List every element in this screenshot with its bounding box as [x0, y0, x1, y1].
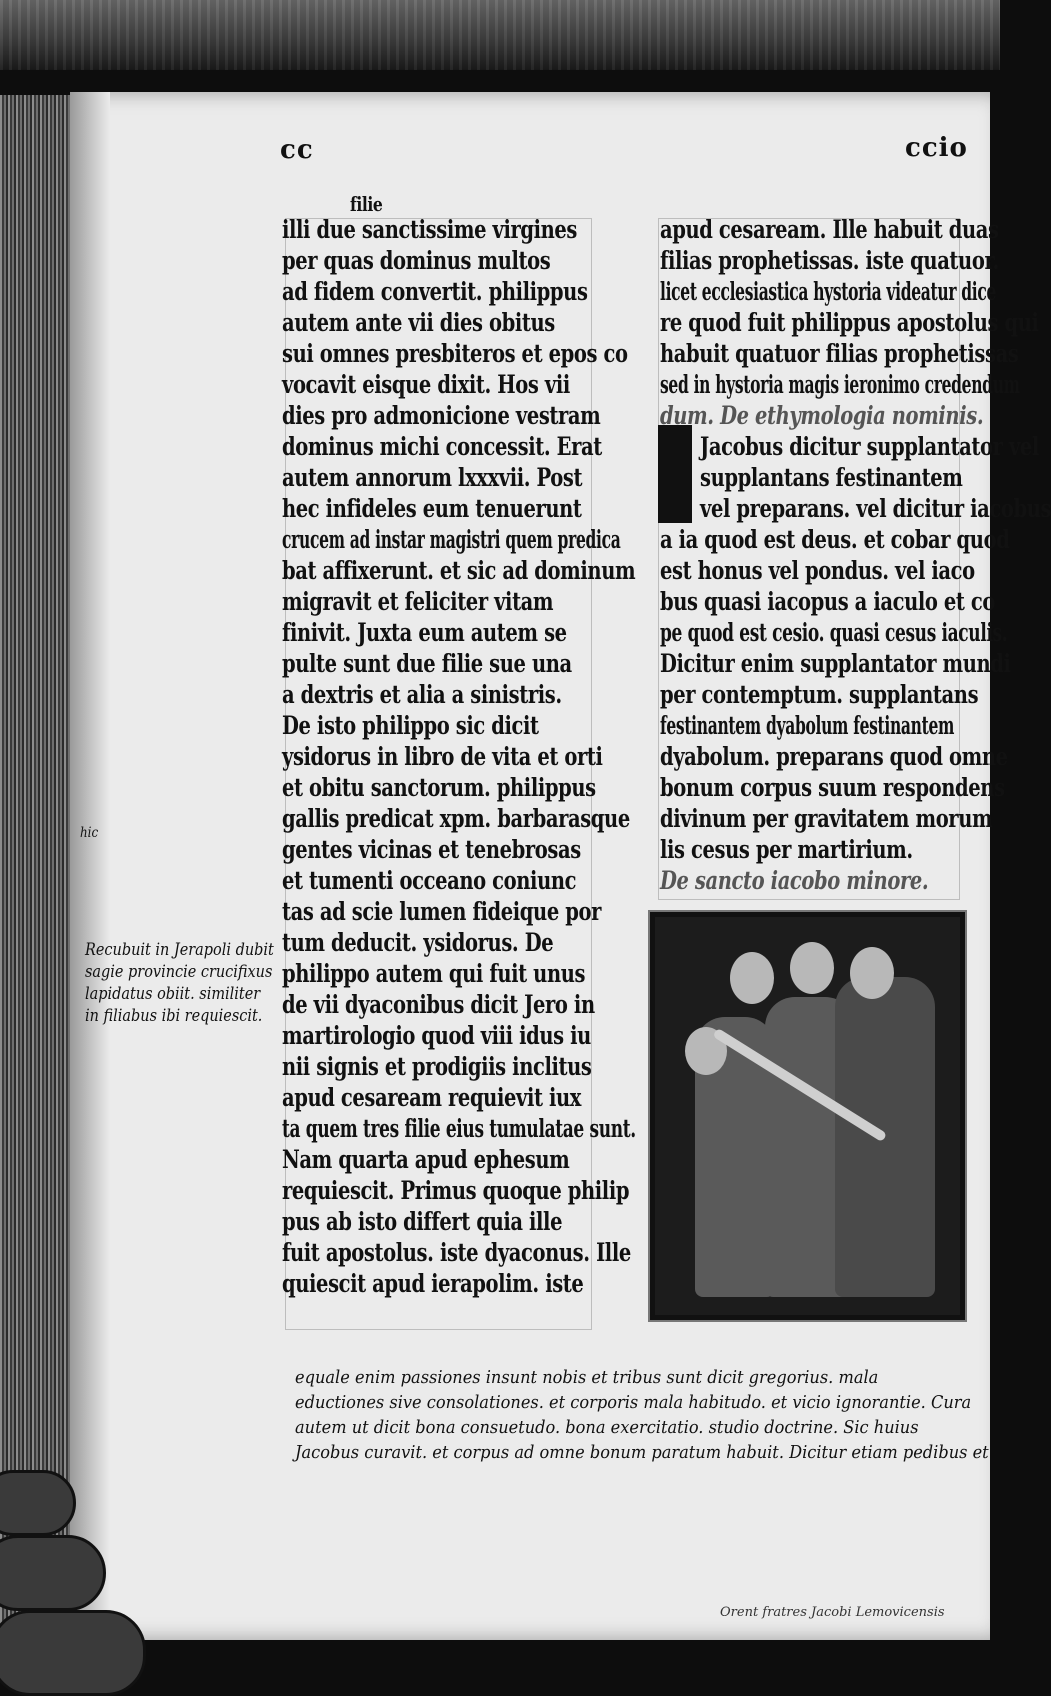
margin-note: sagie provincie crucifixus [85, 962, 273, 982]
catchword: filie [350, 192, 383, 216]
text-line: et obitu sanctorum. philippus [282, 773, 596, 802]
figure-head [850, 947, 894, 999]
footnote-line: Jacobus curavit. et corpus ad omne bonum paratum habuit. Dicitur etiam pedibus et [295, 1442, 989, 1463]
text-line: lis cesus per martirium. [660, 835, 913, 864]
footnote-line: eductiones sive consolationes. et corporis mala habitudo. et vicio ignorantie. Cura [295, 1392, 972, 1413]
text-line: dyabolum. preparans quod omne [660, 742, 1008, 771]
book-page-edges [0, 95, 80, 1635]
text-line: pe quod est cesio. quasi cesus iaculis. [660, 618, 1008, 647]
text-line: dies pro admonicione vestram [282, 401, 601, 430]
text-line: crucem ad instar magistri quem predica [282, 525, 621, 554]
text-line: festinantem dyabolum festinantem [660, 711, 955, 740]
rubric-heading: dum. De ethymologia nominis. [660, 401, 984, 430]
footnote-line: equale enim passiones insunt nobis et tribus sunt dicit gregorius. mala [295, 1367, 879, 1388]
margin-note: in filiabus ibi requiescit. [85, 1006, 263, 1026]
text-line: est honus vel pondus. vel iaco [660, 556, 975, 585]
text-line: Jacobus dicitur supplantator vel [700, 432, 1039, 461]
text-line: filias prophetissas. iste quatuor. [660, 246, 999, 275]
text-line: ta quem tres filie eius tumulatae sunt. [282, 1114, 636, 1143]
text-line: re quod fuit philippus apostolus qui [660, 308, 1039, 337]
text-line: divinum per gravitatem morum [660, 804, 993, 833]
text-line: gallis predicat xpm. barbarasque [282, 804, 630, 833]
text-line: pulte sunt due filie sue una [282, 649, 572, 678]
text-line: autem annorum lxxxvii. Post [282, 463, 583, 492]
text-line: quiescit apud ierapolim. iste [282, 1269, 584, 1298]
text-line: de vii dyaconibus dicit Jero in [282, 990, 595, 1019]
text-line: licet ecclesiastica hystoria videatur dice [660, 277, 997, 306]
text-line: supplantans festinantem [700, 463, 963, 492]
text-line: nii signis et prodigiis inclitus [282, 1052, 592, 1081]
text-line: apud cesaream requievit iux [282, 1083, 582, 1112]
page-gutter-shadow [70, 92, 110, 1640]
text-line: autem ante vii dies obitus [282, 308, 555, 337]
text-line: finivit. Juxta eum autem se [282, 618, 567, 647]
text-line: habuit quatuor filias prophetissas [660, 339, 1019, 368]
margin-note: hic [80, 825, 99, 841]
text-line: migravit et feliciter vitam [282, 587, 554, 616]
holding-hand [0, 1450, 170, 1687]
text-line: per quas dominus multos [282, 246, 551, 275]
text-line: Dicitur enim supplantator mundi [660, 649, 1011, 678]
text-line: Nam quarta apud ephesum [282, 1145, 570, 1174]
miniature-illustration [650, 912, 965, 1320]
decorated-initial-i [658, 425, 692, 523]
footnote-line: autem ut dicit bona consuetudo. bona exercitatio. studio doctrine. Sic huius [295, 1417, 919, 1438]
text-line: bus quasi iacopus a iaculo et co [660, 587, 996, 616]
text-line: ysidorus in libro de vita et orti [282, 742, 603, 771]
rubric-heading: De sancto iacobo minore. [660, 866, 929, 895]
text-line: ad fidem convertit. philippus [282, 277, 588, 306]
desk-background [0, 0, 1000, 70]
text-line: dominus michi concessit. Erat [282, 432, 602, 461]
figure-head [730, 952, 774, 1004]
text-line: fuit apostolus. iste dyaconus. Ille [282, 1238, 631, 1267]
text-line: sed in hystoria magis ieronimo credendum [660, 370, 1020, 399]
text-line: vel preparans. vel dicitur iacobus [700, 494, 1051, 523]
owner-inscription: Orent fratres Jacobi Lemovicensis [720, 1605, 945, 1620]
text-line: sui omnes presbiteros et epos co [282, 339, 628, 368]
text-line: a ia quod est deus. et cobar quod [660, 525, 1010, 554]
text-line: tas ad scie lumen fideique por [282, 897, 601, 926]
text-line: illi due sanctissime virgines [282, 215, 578, 244]
margin-note: lapidatus obiit. similiter [85, 984, 261, 1004]
text-line: vocavit eisque dixit. Hos vii [282, 370, 570, 399]
text-line: bat affixerunt. et sic ad dominum [282, 556, 636, 585]
text-line: et tumenti occeano coniunc [282, 866, 577, 895]
text-line: per contemptum. supplantans [660, 680, 979, 709]
text-line: philippo autem qui fuit unus [282, 959, 586, 988]
text-line: requiescit. Primus quoque philip [282, 1176, 630, 1205]
text-line: bonum corpus suum respondens [660, 773, 1005, 802]
text-line: hec infideles eum tenuerunt [282, 494, 582, 523]
text-line: De isto philippo sic dicit [282, 711, 539, 740]
text-line: a dextris et alia a sinistris. [282, 680, 562, 709]
text-line: martirologio quod viii idus iu [282, 1021, 591, 1050]
margin-note: Recubuit in Jerapoli dubit [85, 940, 274, 960]
text-line: gentes vicinas et tenebrosas [282, 835, 581, 864]
folio-number-right: ccio [905, 133, 968, 163]
folio-number-left: cc [280, 135, 314, 165]
text-line: pus ab isto differt quia ille [282, 1207, 563, 1236]
figure-head [790, 942, 834, 994]
text-line: tum deducit. ysidorus. De [282, 928, 554, 957]
text-line: apud cesaream. Ille habuit duas [660, 215, 999, 244]
